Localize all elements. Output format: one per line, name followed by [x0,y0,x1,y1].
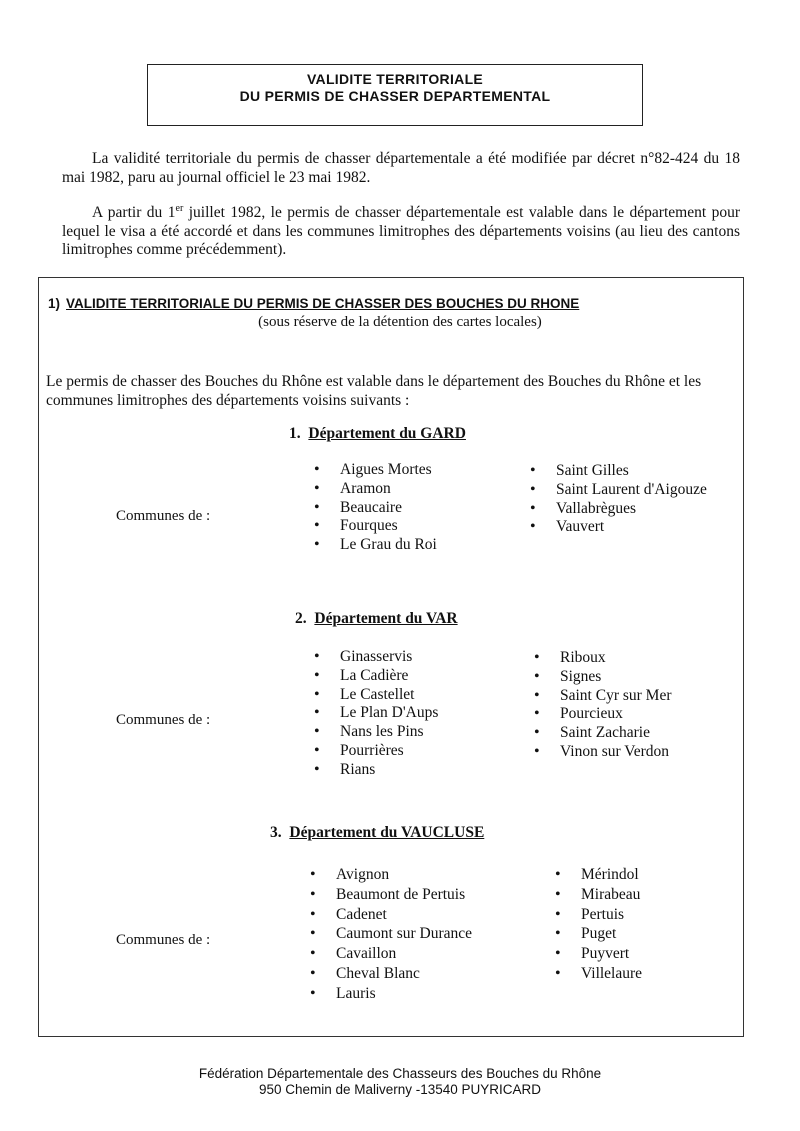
list-item: • Vauvert [530,518,707,537]
list-item: • Aigues Mortes [314,461,437,480]
document-title-line2: DU PERMIS DE CHASSER DEPARTEMENTAL [239,88,551,104]
section-subheading: (sous réserve de la détention des cartes locales) [258,314,542,330]
commune-list-vaucluse-right [555,865,642,984]
commune-list-vaucluse-left [310,865,472,1004]
list-item: • Villelaure [555,964,642,984]
communes-label: Communes de : [116,508,211,524]
department-title: Département du VAUCLUSE [289,824,485,841]
list-item: • Le Castellet [314,686,438,705]
commune-list-var-left [314,648,438,780]
department-number: 1. [289,425,301,442]
document-title-line1: VALIDITE TERRITORIALE [306,71,484,87]
department-heading-var [295,610,458,628]
footer-organization: Fédération Départementale des Chasseurs des Bouches du Rhône [198,1066,602,1081]
list-item: • Le Plan D'Aups [314,704,438,723]
list-item: • Cavaillon [310,944,472,964]
list-item: • Caumont sur Durance [310,924,472,944]
paragraph-validity-sup: er [175,202,184,214]
department-number: 2. [295,610,307,627]
paragraph-validity [62,204,740,260]
list-item: • Beaucaire [314,499,437,518]
list-item: • Cadenet [310,905,472,925]
list-item: • Aramon [314,480,437,499]
list-item: • Mirabeau [555,885,642,905]
list-item: • Vinon sur Verdon [534,743,672,762]
paragraph-validity-rest: juillet 1982, le permis de chasser départementale est valable dans le département pour lequel le visa a été accordé et dans les communes limitrophes des départements voisins (au lieu des cantons limitrophes comme précédemment). [62,204,740,258]
list-item: • Saint Zacharie [534,724,672,743]
list-item: • Riboux [534,649,672,668]
section-number: 1) [48,296,61,311]
list-item: • Beaumont de Pertuis [310,885,472,905]
list-item: • Saint Laurent d'Aigouze [530,481,707,500]
list-item: • Pourrières [314,742,438,761]
department-title: Département du VAR [314,610,458,627]
commune-list-gard-right [530,462,707,537]
section-heading-text: VALIDITE TERRITORIALE DU PERMIS DE CHASSER DES BOUCHES DU RHONE [66,296,580,311]
footer-address: 950 Chemin de Maliverny -13540 PUYRICARD [258,1082,542,1097]
list-item: • La Cadière [314,667,438,686]
list-item: • Cheval Blanc [310,964,472,984]
list-item: • Puyvert [555,944,642,964]
list-item: • Nans les Pins [314,723,438,742]
communes-label: Communes de : [116,712,211,728]
list-item: • Fourques [314,517,437,536]
paragraph-validity-start: A partir du 1 [92,204,176,221]
list-item: • Vallabrègues [530,500,707,519]
department-number: 3. [270,824,282,841]
section-heading [48,296,738,311]
section-intro: Le permis de chasser des Bouches du Rhône est valable dans le département des Bouches du Rhône et les communes limitrophes des départements voisins suivants : [46,373,702,409]
department-heading-vaucluse [270,824,484,842]
list-item: • Saint Cyr sur Mer [534,687,672,706]
list-item: • Signes [534,668,672,687]
list-item: • Lauris [310,984,472,1004]
list-item: • Rians [314,761,438,780]
paragraph-decree-text: La validité territoriale du permis de chasser départementale a été modifiée par décret n°82-424 du 18 mai 1982, paru au journal officiel le 23 mai 1982. [62,150,740,186]
list-item: • Avignon [310,865,472,885]
department-title: Département du GARD [308,425,466,442]
paragraph-decree [62,150,740,187]
commune-list-gard-left [314,461,437,555]
communes-label: Communes de : [116,932,211,948]
list-item: • Le Grau du Roi [314,536,437,555]
list-item: • Saint Gilles [530,462,707,481]
list-item: • Puget [555,924,642,944]
document-title-box [147,64,643,126]
list-item: • Ginasservis [314,648,438,667]
list-item: • Pertuis [555,905,642,925]
department-heading-gard [289,425,466,443]
list-item: • Mérindol [555,865,642,885]
commune-list-var-right [534,649,672,762]
list-item: • Pourcieux [534,705,672,724]
